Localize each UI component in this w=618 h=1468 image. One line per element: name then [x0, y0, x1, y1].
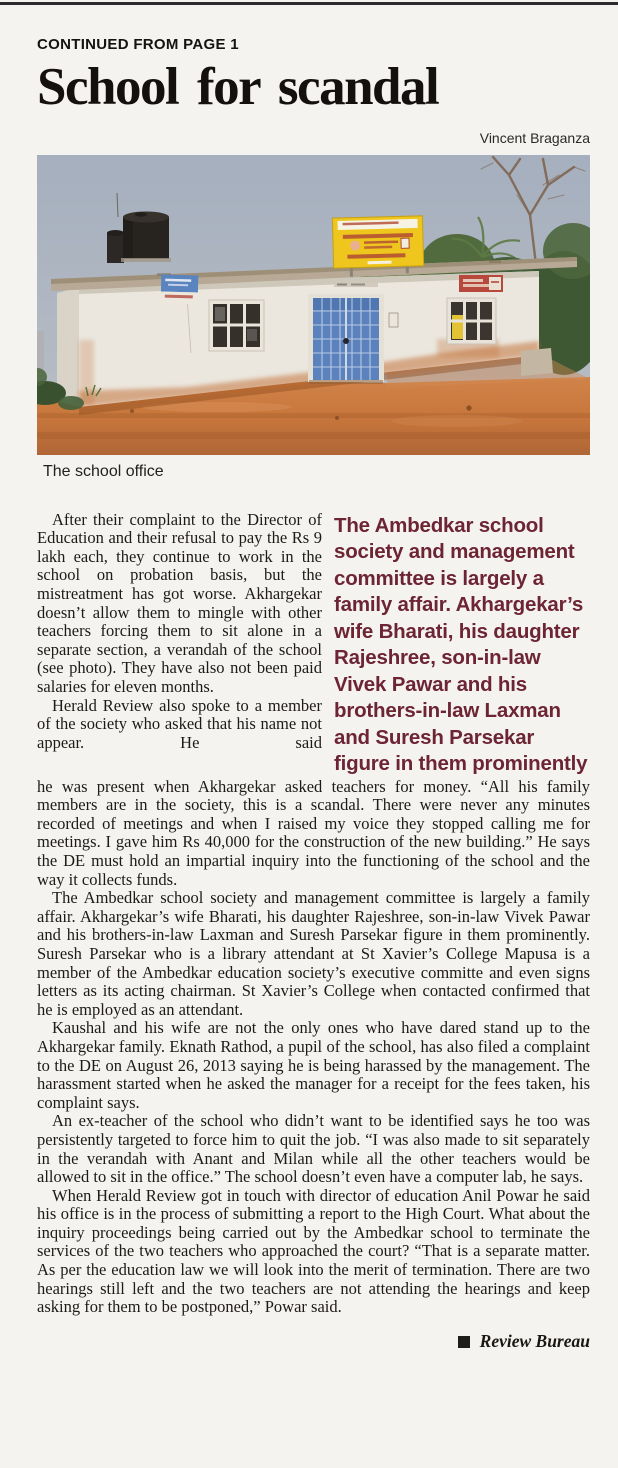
school-building-photo [37, 155, 590, 455]
byline: Vincent Braganza [479, 129, 590, 146]
paragraph: Herald Review also spoke to a member of the society who asked that his name not appear. He said [37, 695, 322, 752]
article-body [37, 778, 590, 1317]
left-window [209, 300, 264, 351]
square-bullet-icon [458, 1336, 470, 1348]
headline: School for scandal [37, 58, 439, 116]
left-column [37, 511, 322, 778]
right-wall-banner [459, 275, 503, 292]
corner-plinth [521, 348, 553, 376]
paragraph: When Herald Review got in touch with director of education Anil Powar he said his office is in the process of submitting a report to the High Court. What about the inquiry proceedings being carried out by the Ambedkar school to terminate the services of the two teachers who approached the court? “That is a separate matter. As per the education law we will look into the merit of termination. There are two hearings still left and the two teachers are not attending the hearings and keep asking for them to be postponed,” Powar said. [37, 1185, 590, 1317]
paragraph: he was present when Akhargekar asked teachers for money. “All his family members are in the society, this is a scandal. There were never any minutes recorded of meetings and when I raised my voice they stopped calling me for meetings. I gave him Rs 40,000 for the construction of the new building.” He says the DE must hold an impartial inquiry into the functioning of the school and the way it collects funds. [37, 776, 590, 889]
school-door [308, 294, 384, 384]
paragraph: The Ambedkar school society and management committee is largely a family affair. Akhargekar’s wife Bharati, his daughter Rajeshree, son-in-law Vivek Pawar and his brothers-in-law Laxman and Suresh Parsekar figure in them prominently. Suresh Parsekar who is a library attendant at St Xavier’s College Mapusa is a member of the Ambedkar education society’s executive committe and even signs letters as its acting chairman. St Xavier’s College when contacted confirmed that he is employed as an attendant. [37, 888, 590, 1019]
left-wall-poster [161, 274, 199, 304]
paragraph: After their complaint to the Director of Education and their refusal to pay the Rs 9 lakh each, they continue to work in the school on probation basis, but the mistreatment has got worse. Akhargekar doesn’t allow them to mingle with other teachers forcing them to sit alone in a separate section, a verandah of the school (see photo). They have also not been paid salaries for eleven months. [37, 509, 322, 696]
paragraph: Kaushal and his wife are not the only ones who have dared stand up to the Akhargekar family. Eknath Rathod, a pupil of the school, has also filed a complaint to the DE on August 26, 2013 saying he is being harassed by the management. The harassment started when he asked the manager for a receipt for the fees taken, his complaint says. [37, 1018, 590, 1112]
paragraph: An ex-teacher of the school who didn’t want to be identified says he too was persistently targeted to force him to quit the job. “I was also made to sit separately in the verandah with Anant and Milan while all the other teachers would be allowed to sit in the office.” The school doesn’t even have a computer lab, he says. [37, 1111, 590, 1187]
two-column-section [37, 511, 590, 778]
distant-building [37, 331, 44, 369]
article-photo [37, 155, 590, 481]
review-bureau-signature [37, 1331, 590, 1352]
continued-from-kicker: CONTINUED FROM PAGE 1 [37, 36, 239, 53]
photo-caption: The school office [43, 462, 164, 480]
door-lintel-sign [334, 282, 378, 287]
electric-box [389, 313, 398, 327]
signature-label: Review Bureau [479, 1330, 590, 1351]
top-rule [0, 2, 618, 5]
pull-quote: The Ambedkar school society and management committee is largely a family affair. Akhargekar’s wife Bharati, his daughter Rajeshree, son-in-law Vivek Pawar and his brothers-in-law Laxman and Suresh Parsekar figure in them prominently [334, 513, 588, 776]
right-window [447, 298, 496, 344]
